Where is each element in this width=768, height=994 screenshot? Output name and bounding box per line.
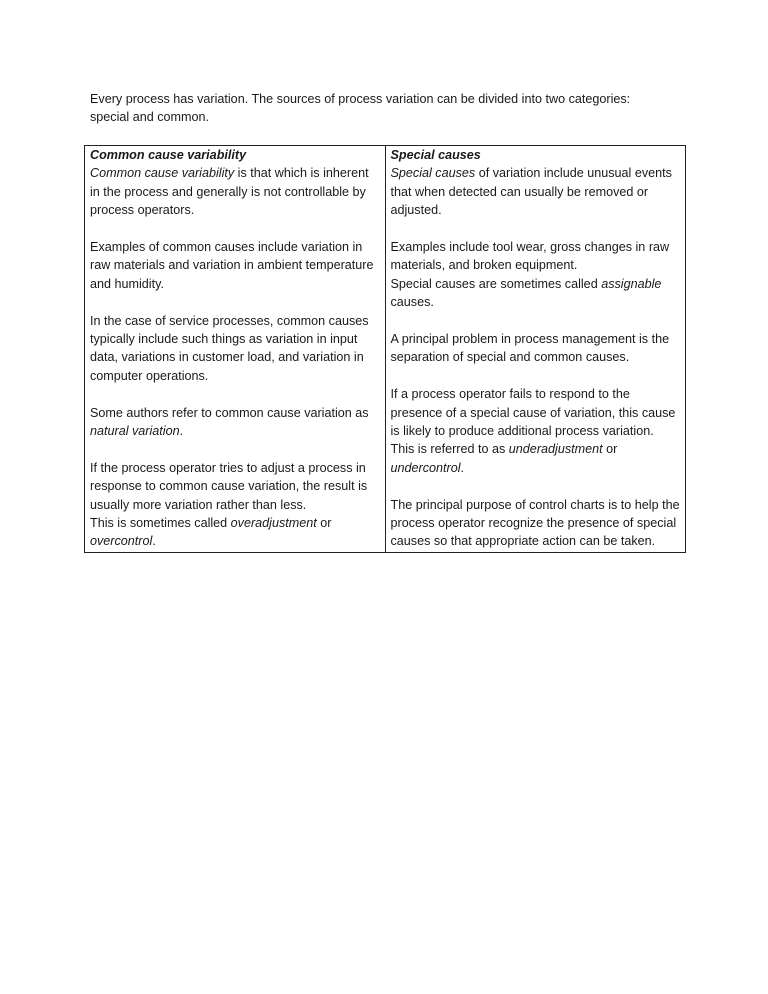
common-cause-cell — [85, 164, 386, 552]
common-over-mid: or — [316, 516, 332, 531]
special-control-charts: The principal purpose of control charts is to help the process operator recognize the presence of special causes so that appropriate action can be taken. — [390, 497, 680, 549]
special-assignable-term: assignable — [601, 276, 662, 291]
special-under-mid: or — [602, 442, 618, 457]
intro-paragraph: Every process has variation. The sources of process variation can be divided into two categories: special and common. — [90, 92, 631, 125]
common-adjust-warning: If the process operator tries to adjust a process in response to common cause variation, the result is usually more variation rather than less. — [90, 460, 368, 512]
special-definition-term: Special causes — [390, 166, 476, 181]
special-cause-header: Special causes — [385, 146, 686, 165]
special-definition-text: of variation include unusual events that when detected can usually be removed or adjusted. — [390, 166, 672, 218]
special-assignable-pre: Special causes are sometimes called — [390, 276, 602, 291]
common-service-processes: In the case of service processes, common causes typically include such things as variation in input data, variations in customer load, and variation in computer operations. — [90, 313, 369, 383]
special-under-term1: underadjustment — [508, 442, 603, 457]
common-over-term1: overadjustment — [230, 516, 317, 531]
common-over-pre: This is sometimes called — [90, 516, 231, 531]
special-under-pre: If a process operator fails to respond to the presence of a special cause of variation, this cause is likely to produce additional process variation. This is referred to as — [390, 387, 676, 457]
special-under-term2: undercontrol — [390, 460, 461, 475]
special-underadjustment — [391, 385, 681, 477]
common-definition-term: Common cause variability — [90, 166, 235, 181]
common-natural-post: . — [179, 424, 184, 439]
common-over-term2: overcontrol — [90, 534, 153, 549]
table-header-row — [85, 146, 686, 165]
cause-comparison-table — [84, 145, 686, 553]
special-principal-problem: A principal problem in process management is the separation of special and common causes. — [390, 332, 670, 365]
special-definition — [391, 164, 681, 219]
common-examples: Examples of common causes include variation in raw materials and variation in ambient temperature and humidity. — [90, 240, 374, 291]
common-definition-text: is that which is inherent in the process and generally is not controllable by process operators. — [90, 166, 369, 218]
common-overadjustment — [90, 514, 380, 551]
common-definition — [90, 164, 380, 219]
table-body-row — [85, 164, 686, 552]
special-cause-cell — [385, 164, 686, 552]
common-natural-variation — [90, 404, 380, 441]
special-assignable-post: causes. — [390, 295, 434, 310]
common-cause-header: Common cause variability — [85, 146, 386, 165]
common-natural-pre: Some authors refer to common cause variation as — [90, 405, 369, 420]
common-natural-term: natural variation — [90, 424, 180, 439]
common-over-post: . — [152, 534, 156, 549]
special-assignable — [391, 275, 681, 312]
special-examples: Examples include tool wear, gross changes in raw materials, and broken equipment. — [390, 240, 670, 273]
special-under-post: . — [460, 460, 465, 475]
